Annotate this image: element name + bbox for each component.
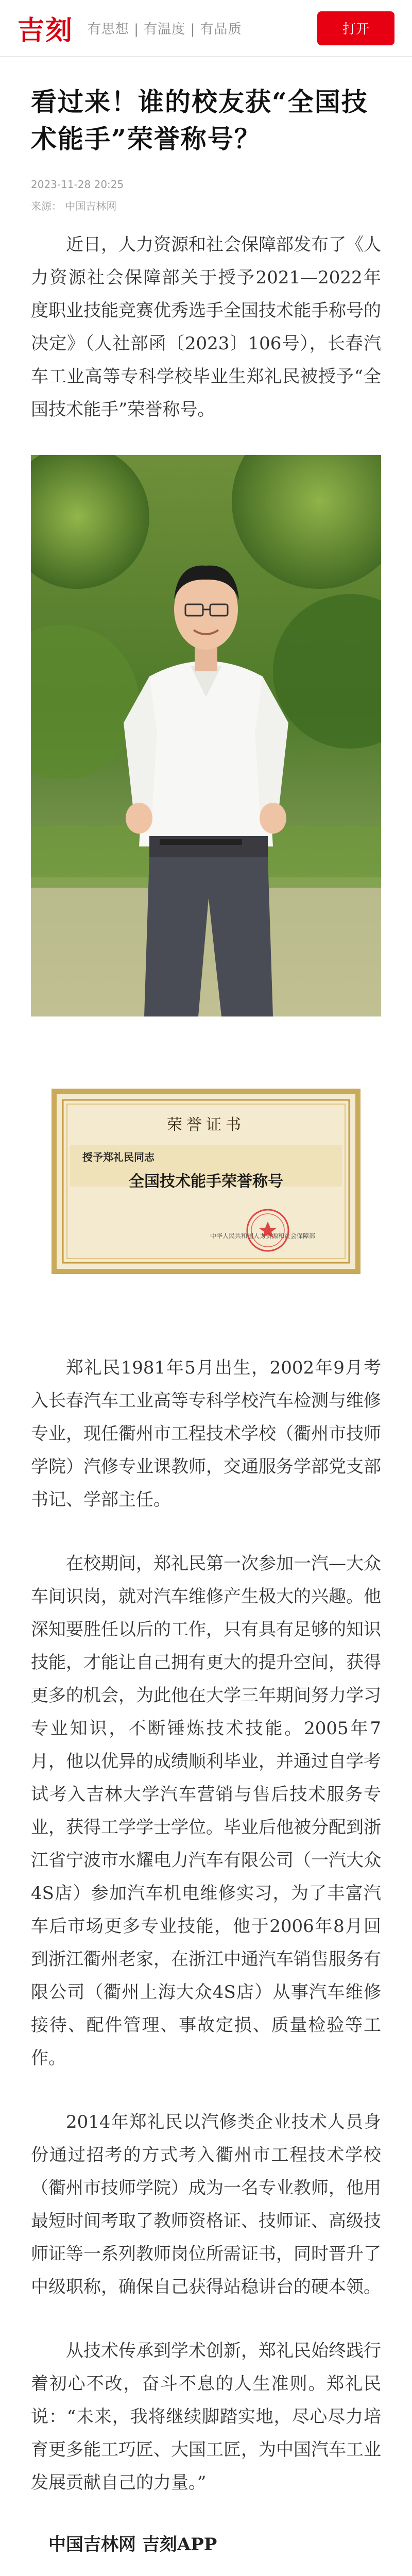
app-header [0,0,412,57]
portrait-illustration [31,455,381,1016]
portrait-photo [31,455,381,1016]
open-app-button[interactable]: 打开 [317,11,394,45]
paragraph: 在校期间，郑礼民第一次参加一汽—大众车间识岗，就对汽车维修产生极大的兴趣。他深知要胜任以后的工作，只有具有足够的知识技能，才能让自己拥有更大的提升空间，获得更多的机会，为此他在大学三年期间努力学习专业知识，不断锤炼技术技能。2005年7月，他以优异的成绩顺利毕业，并通过自学考试考入吉林大学汽车营销与售后技术服务专业，获得工学学士学位。毕业后他被分配到浙江省宁波市水耀电力汽车有限公司（一汽大众4S店）参加汽车机电维修实习，为了丰富汽车后市场更多专业技能，他于2006年8月回到浙江衢州老家，在浙江中通汽车销售服务有限公司（衢州上海大众4S店）从事汽车维修接待、配件管理、事故定损、质量检验等工作。 [31,1553,381,2069]
paragraph: 近日，人力资源和社会保障部发布了《人力资源社会保障部关于授予2021—2022年度职业技能竞赛优秀选手全国技术能手称号的决定》（人社部函〔2023〕106号），长春汽车工业高等专科学校毕业生郑礼民被授予“全国技术能手”荣誉称号。 [31,234,381,420]
paragraph: 从技术传承到学术创新，郑礼民始终践行着初心不改，奋斗不息的人生准则。郑礼民说：“未来，我将继续脚踏实地，尽心尽力培育更多能工巧匠、大国工匠，为中国汽车工业发展贡献自己的力量。” [31,2341,381,2493]
honor-certificate [52,1089,360,1274]
credit-publisher: 中国吉林网 吉刻APP [48,2534,217,2555]
publish-time: 2023-11-28 20:25 [31,178,124,191]
certificate-recipient: 授予郑礼民同志 [82,1151,154,1163]
app-logo[interactable]: 吉刻 [18,15,74,46]
paragraph: 2014年郑礼民以汽修类企业技术人员身份通过招考的方式考入衢州市工程技术学校（衢州市技师学院）成为一名专业教师，他用最短时间考取了教师资格证、技师证、高级技师证等一系列教师岗位所需证书，同时晋升了中级职称，确保自己获得站稳讲台的硬本领。 [31,2112,381,2297]
certificate-illustration [52,1089,360,1274]
article-source: 来源： 中国吉林网 [31,200,117,212]
app-slogan: 有思想 | 有温度 | 有品质 [88,22,242,37]
certificate-issuer: 中华人民共和国人力资源和社会保障部 [210,1232,316,1240]
certificate-heading: 荣誉证书 [167,1116,245,1134]
certificate-award: 全国技术能手荣誉称号 [129,1173,283,1191]
article-title: 看过来！谁的校友获“全国技术能手”荣誉称号？ [31,87,368,154]
paragraph: 郑礼民1981年5月出生，2002年9月考入长春汽车工业高等专科学校汽车检测与维修专业，现任衢州市工程技术学校（衢州市技师学院）汽修专业课教师，交通服务学部党支部书记、学部主任。 [31,1358,381,1510]
